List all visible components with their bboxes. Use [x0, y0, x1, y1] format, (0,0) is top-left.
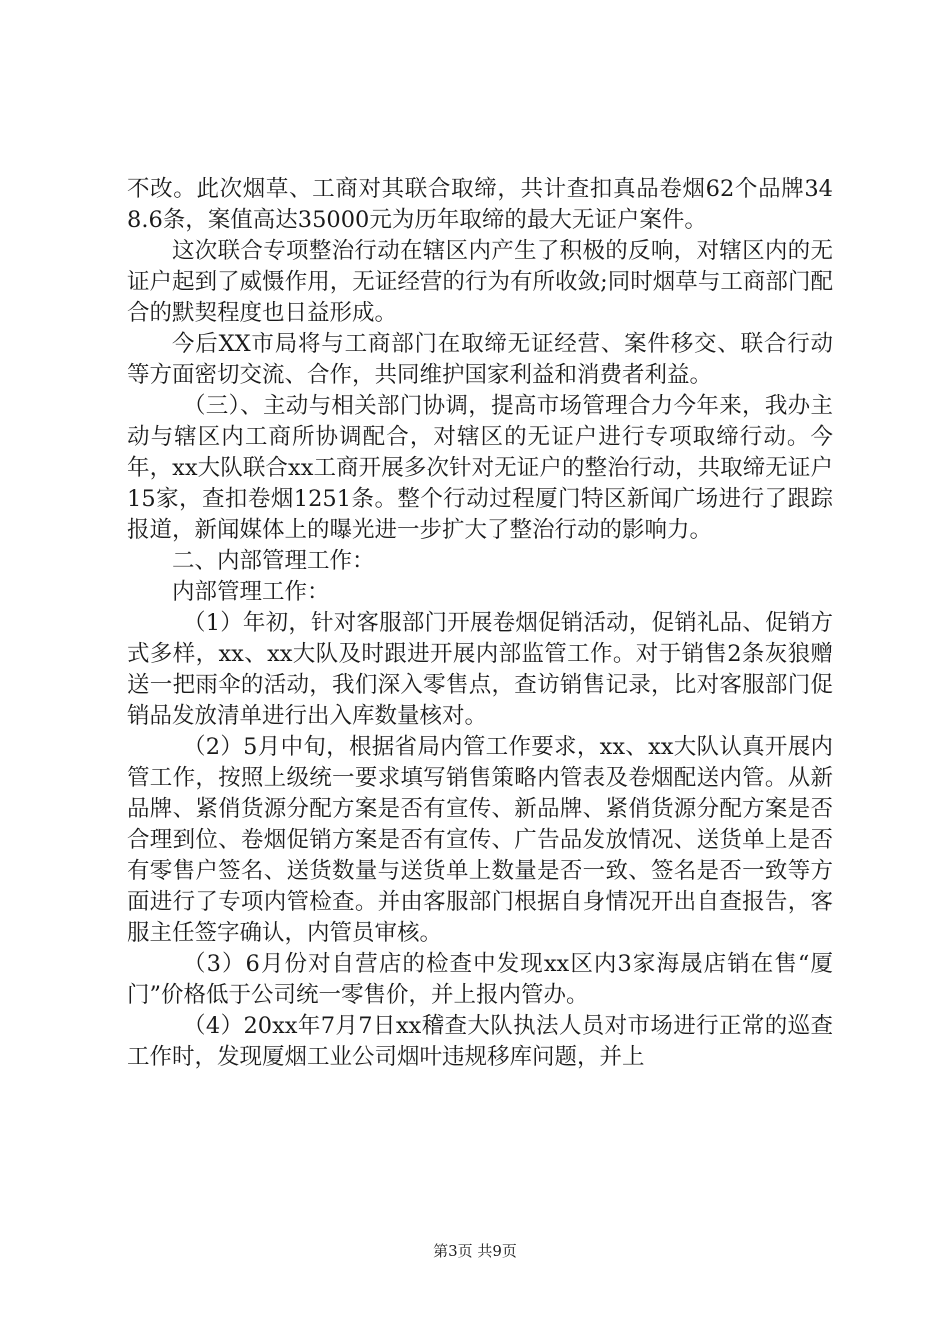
page-number-footer: 第3页 共9页 — [433, 1242, 517, 1260]
paragraph-item-2: （2）5月中旬，根据省局内管工作要求，xx、xx大队认真开展内管工作，按照上级统一要求填写销售策略内管表及卷烟配送内管。从新品牌、紧俏货源分配方案是否有宣传、新品牌、紧俏货源分配方案是否合理到位、卷烟促销方案是否有宣传、广告品发放情况、送货单上是否有零售户签名、送货数量与送货单上数量是否一致、签名是否一致等方面进行了专项内管检查。并由客服部门根据自身情况开出自查报告，客服主任签字确认，内管员审核。 — [127, 734, 833, 946]
section-heading: 二、内部管理工作： — [172, 548, 375, 574]
paragraph-3: 今后XX市局将与工商部门在取缔无证经营、案件移交、联合行动等方面密切交流、合作，共同维护国家利益和消费者利益。 — [127, 331, 833, 388]
paragraph-item-1: （1）年初，针对客服部门开展卷烟促销活动，促销礼品、促销方式多样，xx、xx大队及时跟进开展内部监管工作。对于销售2条灰狼赠送一把雨伞的活动，我们深入零售点，查访销售记录，比对客服部门促销品发放清单进行出入库数量核对。 — [127, 610, 833, 729]
paragraph-item-4: （4）20xx年7月7日xx稽查大队执法人员对市场进行正常的巡查工作时，发现厦烟工业公司烟叶违规移库问题，并上 — [127, 1013, 833, 1070]
document-body — [127, 174, 833, 1073]
paragraph-1: 不改。此次烟草、工商对其联合取缔，共计查扣真品卷烟62个品牌348.6条，案值高达35000元为历年取缔的最大无证户案件。 — [127, 176, 833, 233]
subsection-heading: 内部管理工作： — [172, 579, 330, 605]
paragraph-2: 这次联合专项整治行动在辖区内产生了积极的反响，对辖区内的无证户起到了威慑作用，无证经营的行为有所收敛;同时烟草与工商部门配合的默契程度也日益形成。 — [127, 238, 833, 326]
paragraph-item-3: （3）6月份对自营店的检查中发现xx区内3家海晟店销在售“厦门”价格低于公司统一零售价，并上报内管办。 — [127, 951, 833, 1008]
paragraph-4: （三）、主动与相关部门协调，提高市场管理合力今年来，我办主动与辖区内工商所协调配合，对辖区的无证户进行专项取缔行动。今年，xx大队联合xx工商开展多次针对无证户的整治行动，共取缔无证户15家，查扣卷烟1251条。整个行动过程厦门特区新闻广场进行了跟踪报道，新闻媒体上的曝光进一步扩大了整治行动的影响力。 — [127, 393, 833, 543]
